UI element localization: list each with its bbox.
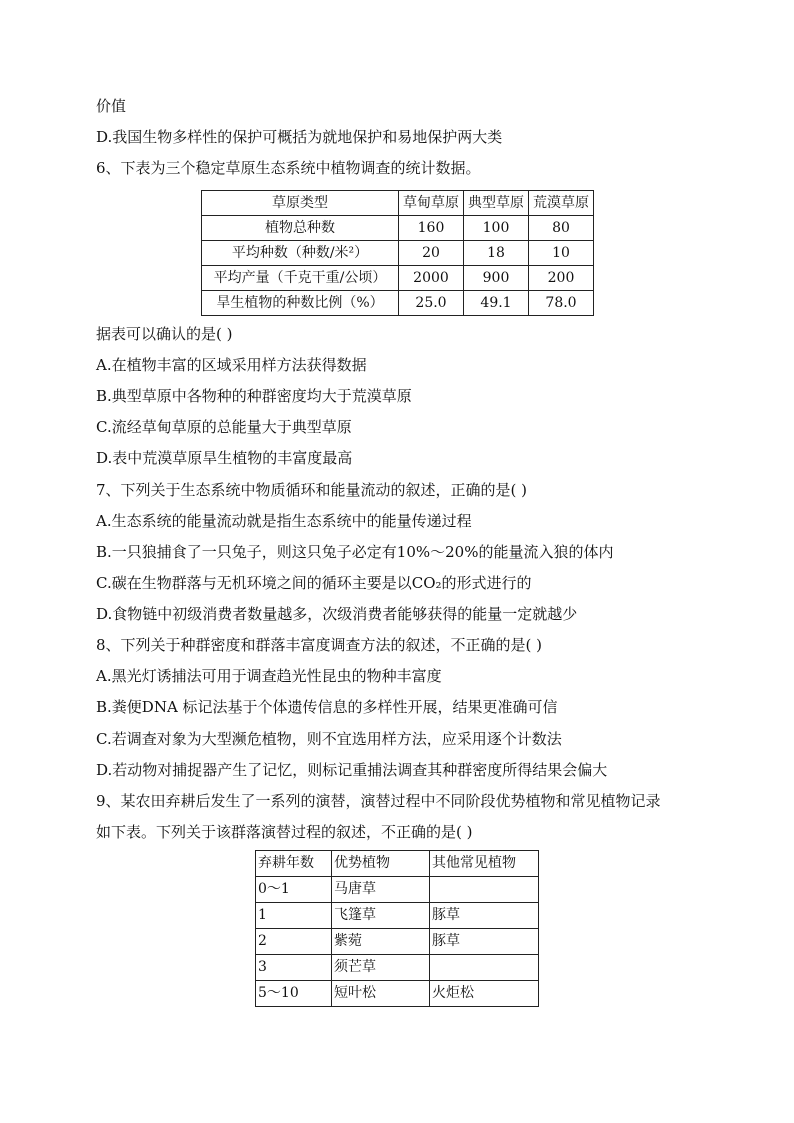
question-6-stem: 6、下表为三个稳定草原生态系统中植物调查的统计数据。 — [96, 159, 481, 177]
text-line: 价值 — [96, 97, 127, 115]
table-cell: 短叶松 — [332, 981, 430, 1007]
text-line: D.我国生物多样性的保护可概括为就地保护和易地保护两大类 — [96, 128, 503, 146]
table-cell: 火炬松 — [430, 981, 539, 1007]
table-cell: 豚草 — [430, 903, 539, 929]
table-cell: 200 — [529, 266, 594, 291]
table-header-cell: 优势植物 — [332, 851, 430, 877]
table-header-cell: 典型草原 — [464, 191, 529, 216]
table-cell: 平均种数（种数/米²） — [202, 241, 399, 266]
option-a: A.生态系统的能量流动就是指生态系统中的能量传递过程 — [96, 512, 472, 530]
table-row — [256, 903, 539, 929]
table-row — [256, 877, 539, 903]
table-row — [202, 241, 594, 266]
table-cell: 78.0 — [529, 291, 594, 316]
option-a: A.黑光灯诱捕法可用于调查趋光性昆虫的物种丰富度 — [96, 667, 442, 685]
table-cell: 900 — [464, 266, 529, 291]
table-header-cell: 弃耕年数 — [256, 851, 332, 877]
table-header-cell: 草原类型 — [202, 191, 399, 216]
question-7-stem: 7、下列关于生态系统中物质循环和能量流动的叙述，正确的是( ) — [96, 481, 528, 499]
table-cell: 10 — [529, 241, 594, 266]
table-cell: 植物总种数 — [202, 216, 399, 241]
table-row — [256, 981, 539, 1007]
table-cell: 5～10 — [256, 981, 332, 1007]
table-header-row — [256, 851, 539, 877]
table-cell: 25.0 — [399, 291, 464, 316]
table-row — [256, 929, 539, 955]
question-9-stem-cont: 如下表。下列关于该群落演替过程的叙述，不正确的是( ) — [96, 823, 473, 841]
succession-table — [255, 850, 539, 1007]
table-cell: 平均产量（千克干重/公顷） — [202, 266, 399, 291]
table-cell: 豚草 — [430, 929, 539, 955]
table-cell: 100 — [464, 216, 529, 241]
table-cell: 飞篷草 — [332, 903, 430, 929]
table-cell: 3 — [256, 955, 332, 981]
table-cell: 49.1 — [464, 291, 529, 316]
table-cell: 20 — [399, 241, 464, 266]
option-b: B.粪便DNA 标记法基于个体遗传信息的多样性开展，结果更准确可信 — [96, 698, 558, 716]
table-cell: 18 — [464, 241, 529, 266]
table-cell: 2000 — [399, 266, 464, 291]
option-d: D.表中荒漠草原旱生植物的丰富度最高 — [96, 449, 353, 467]
option-d: D.若动物对捕捉器产生了记忆，则标记重捕法调查其种群密度所得结果会偏大 — [96, 761, 608, 779]
table-header-row — [202, 191, 594, 216]
option-c: C.流经草甸草原的总能量大于典型草原 — [96, 418, 352, 436]
table-cell — [430, 955, 539, 981]
table-row — [202, 291, 594, 316]
table-cell: 0～1 — [256, 877, 332, 903]
table-header-cell: 荒漠草原 — [529, 191, 594, 216]
question-9-stem: 9、某农田弃耕后发生了一系列的演替，演替过程中不同阶段优势植物和常见植物记录 — [96, 792, 661, 810]
option-b: B.典型草原中各物种的种群密度均大于荒漠草原 — [96, 387, 412, 405]
option-b: B.一只狼捕食了一只兔子，则这只兔子必定有10%～20%的能量流入狼的体内 — [96, 543, 614, 561]
table-cell: 马唐草 — [332, 877, 430, 903]
question-6-prompt: 据表可以确认的是( ) — [96, 325, 233, 343]
table-cell: 紫菀 — [332, 929, 430, 955]
grassland-survey-table — [201, 190, 594, 316]
table-cell: 2 — [256, 929, 332, 955]
option-a: A.在植物丰富的区域采用样方法获得数据 — [96, 356, 367, 374]
table-cell: 160 — [399, 216, 464, 241]
table-row — [202, 216, 594, 241]
option-d: D.食物链中初级消费者数量越多，次级消费者能够获得的能量一定就越少 — [96, 605, 578, 623]
table-row — [256, 955, 539, 981]
table-cell — [430, 877, 539, 903]
table-cell: 须芒草 — [332, 955, 430, 981]
table-header-cell: 草甸草原 — [399, 191, 464, 216]
table-row — [202, 266, 594, 291]
option-c: C.若调查对象为大型濒危植物，则不宜选用样方法，应采用逐个计数法 — [96, 730, 562, 748]
table-cell: 1 — [256, 903, 332, 929]
question-8-stem: 8、下列关于种群密度和群落丰富度调查方法的叙述，不正确的是( ) — [96, 636, 543, 654]
option-c: C.碳在生物群落与无机环境之间的循环主要是以CO₂的形式进行的 — [96, 574, 532, 592]
table-cell: 80 — [529, 216, 594, 241]
table-cell: 旱生植物的种数比例（%） — [202, 291, 399, 316]
table-header-cell: 其他常见植物 — [430, 851, 539, 877]
